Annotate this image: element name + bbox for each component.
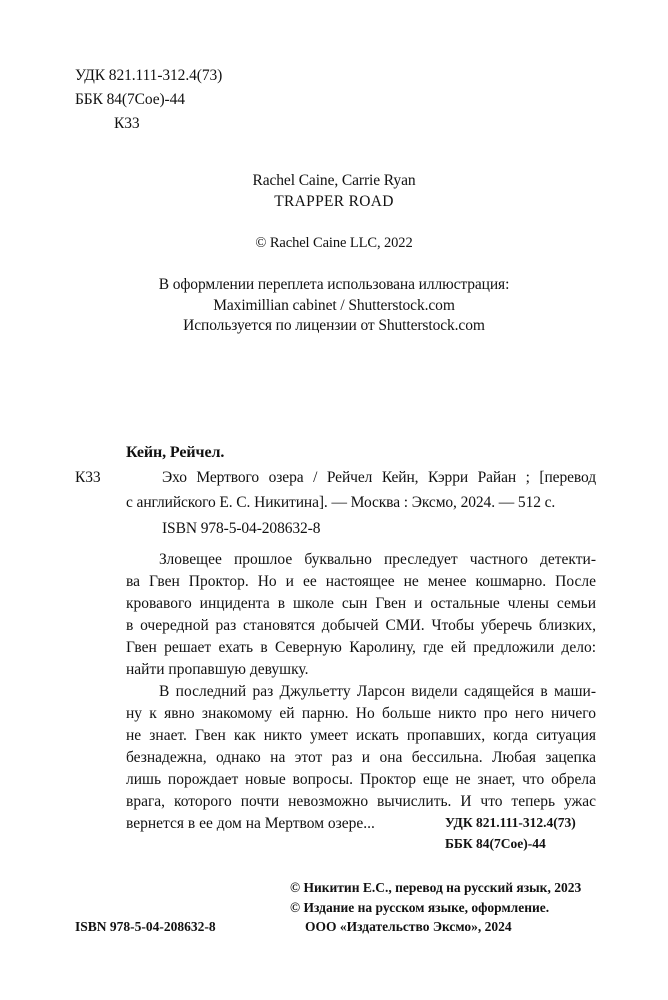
annotation-p1-line: Гвен решает ехать в Северную Каролину, где ей предложили дело: xyxy=(126,639,596,656)
catalog-author-heading: Кейн, Рейчел. xyxy=(126,444,225,461)
catalog-isbn: ISBN 978-5-04-208632-8 xyxy=(162,520,321,537)
bbk-top: ББК 84(7Сое)-44 xyxy=(75,91,185,108)
footer-isbn: ISBN 978-5-04-208632-8 xyxy=(75,919,216,934)
footer-copyright-publisher: ООО «Издательство Эксмо», 2024 xyxy=(305,919,512,934)
footer-copyright-edition: © Издание на русском языке, оформление. xyxy=(290,900,550,915)
annotation-p1-line: Зловещее прошлое буквально преследует частного детекти- xyxy=(159,551,596,568)
annotation-paragraph-1 xyxy=(126,549,596,681)
bbk-bottom: ББК 84(7Сое)-44 xyxy=(445,836,546,851)
illustration-credit-line1: В оформлении переплета использована иллюстрация: xyxy=(158,276,510,293)
original-title: TRAPPER ROAD xyxy=(274,193,394,210)
annotation-p2-line: вернется в ее дом на Мертвом озере... xyxy=(126,815,375,832)
annotation-p2-line: лишь порождает новые вопросы. Проктор еще не знает, что обрела xyxy=(126,771,596,788)
annotation-p2-line: безнадежна, однако на этот раз и она бессильна. Любая зацепка xyxy=(126,749,596,766)
author-mark-top: К33 xyxy=(114,115,140,132)
annotation xyxy=(126,549,596,835)
catalog-author-mark: К33 xyxy=(75,469,101,486)
udk-top: УДК 821.111-312.4(73) xyxy=(75,67,223,84)
illustration-credit-line2: Maximillian cabinet / Shutterstock.com xyxy=(213,297,455,314)
annotation-p2-line: не знает. Гвен как никто умеет искать пропавших, когда ситуация xyxy=(126,727,596,744)
footer-copyright-translation: © Никитин Е.С., перевод на русский язык, 2023 xyxy=(290,880,582,895)
udk-bottom: УДК 821.111-312.4(73) xyxy=(445,815,576,830)
illustration-credit-line3: Используется по лицензии от Shutterstock.com xyxy=(183,317,485,334)
annotation-paragraph-2 xyxy=(126,681,596,835)
catalog-description-line2: с английского Е. С. Никитина]. — Москва : Эксмо, 2024. — 512 с. xyxy=(126,494,556,511)
annotation-p2-line: В последний раз Джульетту Ларсон видели садящейся в маши- xyxy=(159,683,596,700)
annotation-p1-line: в очередной раз становятся добычей СМИ. Чтобы уберечь близких, xyxy=(126,617,596,634)
annotation-p1-line: найти пропавшую девушку. xyxy=(126,661,309,678)
annotation-p2-line: ну к явно знакомому ей парню. Но больше никто про него ничего xyxy=(126,705,596,722)
catalog-description-line1: Эхо Мертвого озера / Рейчел Кейн, Кэрри Райан ; [перевод xyxy=(162,469,596,486)
original-copyright: © Rachel Caine LLC, 2022 xyxy=(255,235,413,251)
original-authors: Rachel Caine, Carrie Ryan xyxy=(252,172,416,189)
annotation-p1-line: кровавого инцидента в школе сын Гвен и остальные члены семьи xyxy=(126,595,596,612)
annotation-p2-line: врага, которого почти невозможно вычислить. И что теперь ужас xyxy=(126,793,596,810)
annotation-p1-line: ва Гвен Проктор. Но и ее настоящее не менее кошмарно. После xyxy=(126,573,596,590)
